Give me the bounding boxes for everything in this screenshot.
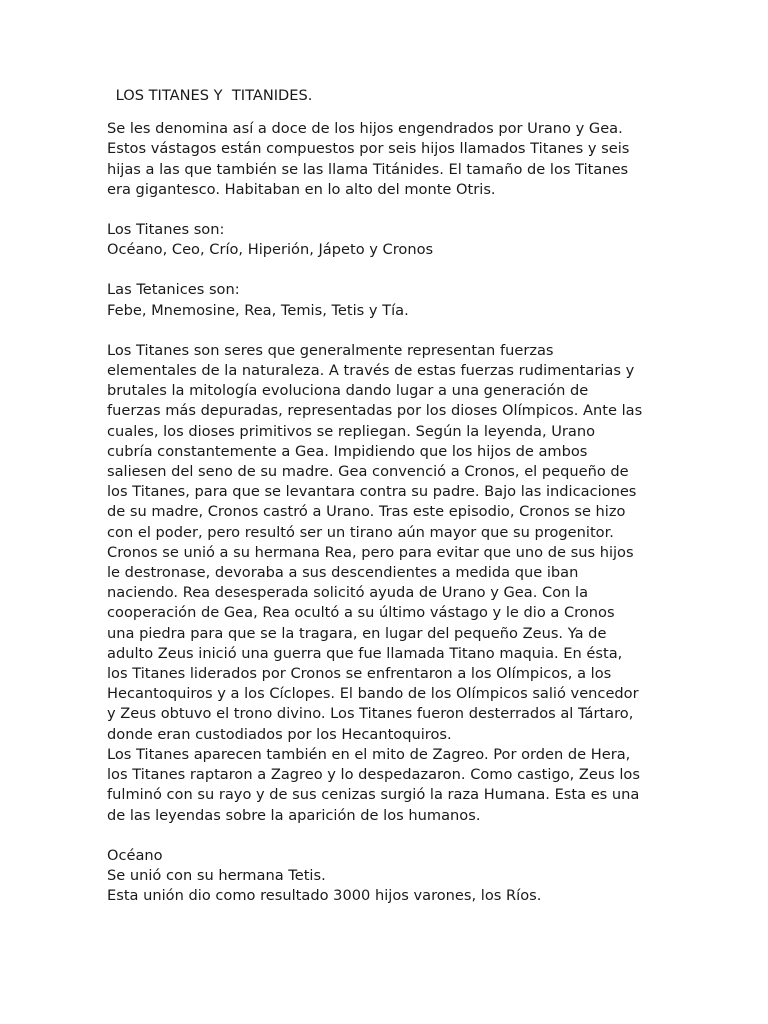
oceano-heading: Océano	[107, 846, 163, 864]
oceano-paragraph	[107, 846, 747, 907]
intro-line: Estos vástagos están compuestos por seis hijos llamados Titanes y seis	[107, 140, 630, 158]
titanes-paragraph	[107, 220, 747, 260]
body-line: Los Titanes son seres que generalmente representan fuerzas	[107, 341, 554, 359]
oceano-line: Se unió con su hermana Tetis.	[107, 866, 326, 884]
body-line: adulto Zeus inició una guerra que fue llamada Titano maquia. En ésta,	[107, 644, 623, 662]
body-line: Cronos se unió a su hermana Rea, pero para evitar que uno de sus hijos	[107, 543, 634, 561]
body-line: de las leyendas sobre la aparición de los humanos.	[107, 806, 481, 824]
body-line: Hecantoquiros y a los Cíclopes. El bando de los Olímpicos salió vencedor	[107, 685, 639, 703]
document-title: LOS TITANES Y TITANIDES.	[111, 87, 313, 104]
body-line: elementales de la naturaleza. A través de estas fuerzas rudimentarias y	[107, 362, 635, 380]
body-paragraph	[107, 341, 747, 826]
body-line: una piedra para que se la tragara, en lugar del pequeño Zeus. Ya de	[107, 624, 607, 642]
intro-line: Se les denomina así a doce de los hijos engendrados por Urano y Gea.	[107, 120, 623, 138]
tetanices-list: Febe, Mnemosine, Rea, Temis, Tetis y Tía.	[107, 301, 409, 319]
oceano-line: Esta unión dio como resultado 3000 hijos varones, los Ríos.	[107, 887, 542, 905]
body-line: los Titanes liderados por Cronos se enfrentaron a los Olímpicos, a los	[107, 665, 612, 683]
body-line: de su madre, Cronos castró a Urano. Tras este episodio, Cronos se hizo	[107, 503, 626, 521]
body-line: cubría constantemente a Gea. Impidiendo que los hijos de ambos	[107, 442, 588, 460]
body-line: saliesen del seno de su madre. Gea convenció a Cronos, el pequeño de	[107, 463, 629, 481]
body-line: brutales la mitología evoluciona dando lugar a una generación de	[107, 382, 589, 400]
body-line: y Zeus obtuvo el trono divino. Los Titanes fueron desterrados al Tártaro,	[107, 705, 634, 723]
body-line: donde eran custodiados por los Hecantoquiros.	[107, 725, 452, 743]
intro-paragraph	[107, 119, 747, 200]
body-line: naciendo. Rea desesperada solicitó ayuda de Urano y Gea. Con la	[107, 584, 589, 602]
document-page	[107, 86, 747, 906]
body-line: fulminó con su rayo y de sus cenizas surgió la raza Humana. Esta es una	[107, 786, 640, 804]
titanes-list: Océano, Ceo, Crío, Hiperión, Jápeto y Cronos	[107, 241, 434, 259]
body-line: cuales, los dioses primitivos se repliegan. Según la leyenda, Urano	[107, 422, 596, 440]
body-line: los Titanes, para que se levantara contra su padre. Bajo las indicaciones	[107, 483, 637, 501]
tetanices-heading: Las Tetanices son:	[107, 281, 240, 299]
titanes-heading: Los Titanes son:	[107, 221, 225, 239]
tetanices-paragraph	[107, 280, 747, 320]
body-line: Los Titanes aparecen también en el mito de Zagreo. Por orden de Hera,	[107, 745, 631, 763]
body-line: cooperación de Gea, Rea ocultó a su último vástago y le dio a Cronos	[107, 604, 615, 622]
body-line: los Titanes raptaron a Zagreo y lo despedazaron. Como castigo, Zeus los	[107, 766, 640, 784]
body-line: le destronase, devoraba a sus descendientes a medida que iban	[107, 564, 579, 582]
body-line: fuerzas más depuradas, representadas por los dioses Olímpicos. Ante las	[107, 402, 643, 420]
body-line: con el poder, pero resultó ser un tirano aún mayor que su progenitor.	[107, 523, 614, 541]
intro-line: hijas a las que también se las llama Titánides. El tamaño de los Titanes	[107, 160, 629, 178]
intro-line: era gigantesco. Habitaban en lo alto del monte Otris.	[107, 180, 496, 198]
